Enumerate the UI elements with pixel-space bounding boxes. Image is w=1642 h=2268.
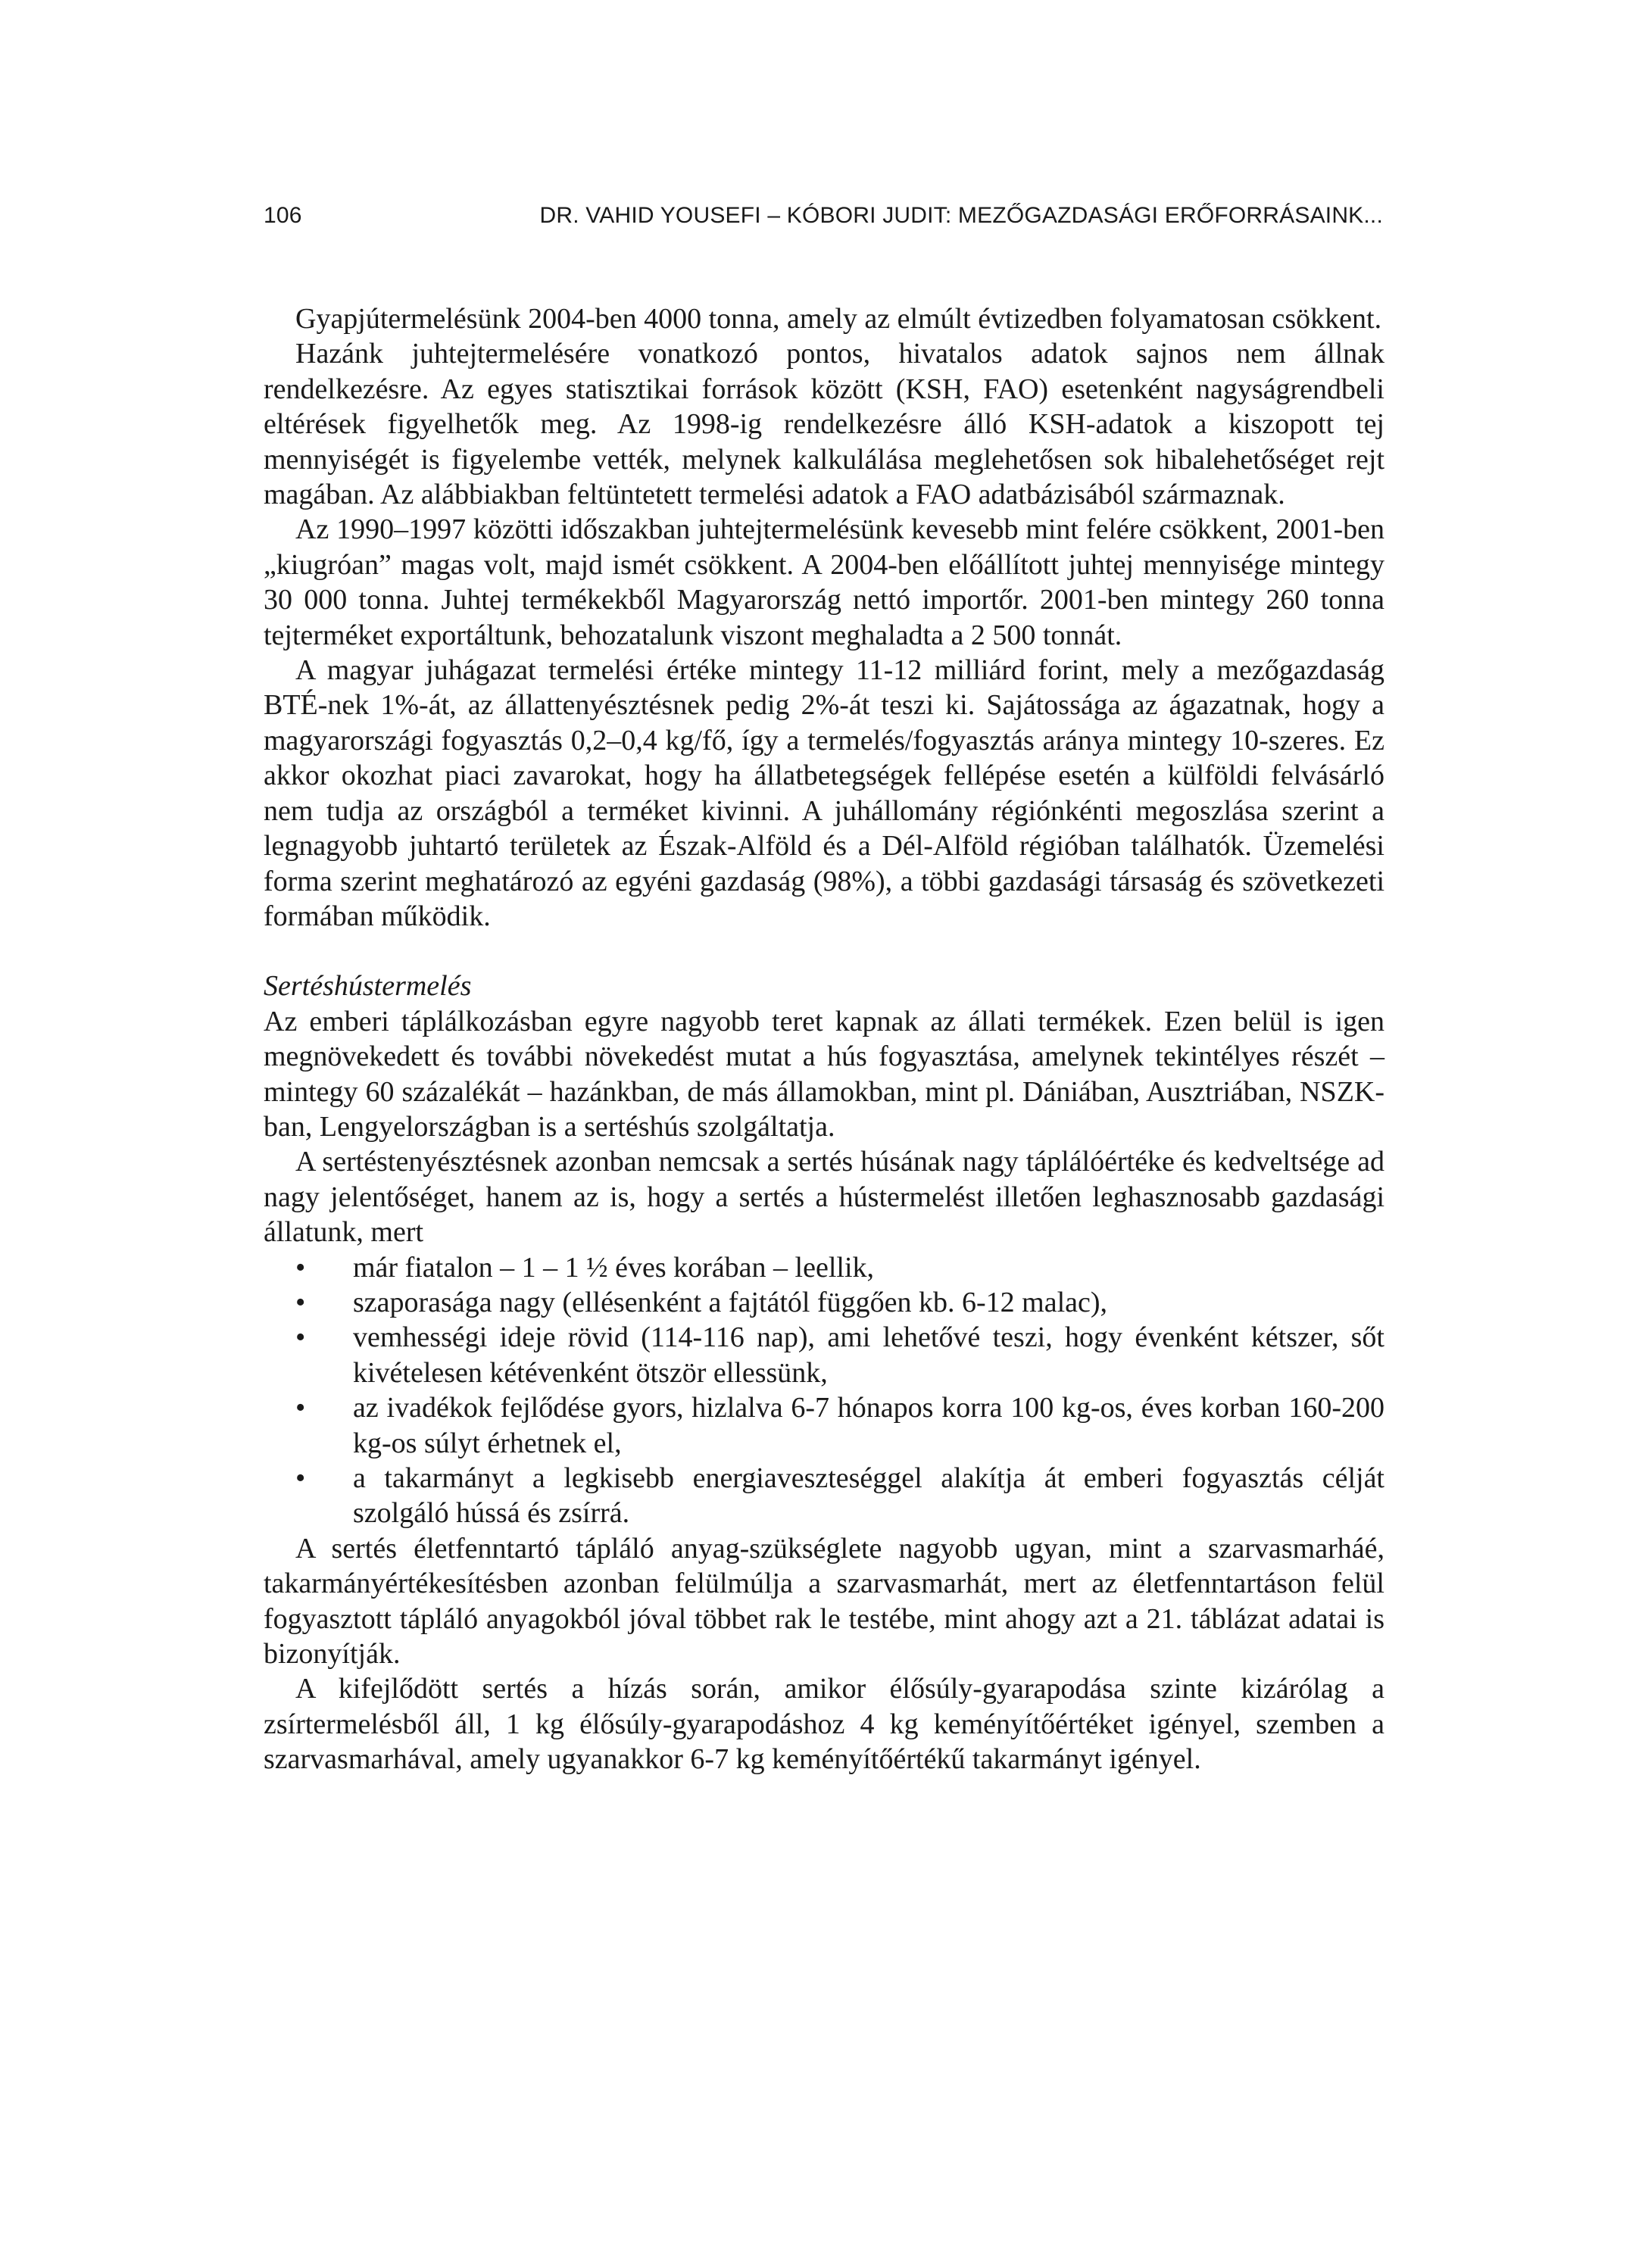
paragraph: Hazánk juhtejtermelésére vonatkozó pontos, hivatalos adatok sajnos nem állnak rendelkezésre. Az egyes statisztikai források között (KSH, FAO) esetenként nagyságrendbeli eltérések figyelhetők meg. Az 1998-ig rendelkezésre álló KSH-adatok a kiszopott tej mennyiségét is figyelembe vették, melynek kalkulálása meglehetősen sok hibalehetőséget rejt magában. Az alábbiakban feltüntetett termelési adatok a FAO adatbázisából származnak.: [264, 338, 1384, 511]
list-item: [264, 1390, 1384, 1461]
bullet-icon: •: [295, 1462, 306, 1494]
bullet-icon: •: [295, 1321, 306, 1354]
paragraph: A magyar juhágazat termelési értéke mintegy 11-12 milliárd forint, mely a mezőgazdaság BTÉ-nek 1%-át, az állattenyésztésnek pedig 2%-át teszi ki. Sajátossága az ágazatnak, hogy a magyarországi fogyasztás 0,2–0,4 kg/fő, így a termelés/fogyasztás aránya mintegy 10-szeres. Ez akkor okozhat piaci zavarokat, hogy ha állatbetegségek fellépése esetén a külföldi felvásárló nem tudja az országból a terméket kivinni. A juhállomány régiónkénti megoszlása szerint a legnagyobb juhtartó területek az Észak-Alföld és a Dél-Alföld régióban találhatók. Üzemelési forma szerint meghatározó az egyéni gazdaság (98%), a többi gazdasági társaság és szövetkezeti formában működik.: [264, 654, 1384, 932]
bullet-icon: •: [295, 1251, 306, 1284]
list-item: [264, 1320, 1384, 1390]
list-item: [264, 1285, 1384, 1320]
bullet-list: [264, 1250, 1384, 1531]
paragraph: A sertéstenyésztésnek azonban nemcsak a sertés húsának nagy táplálóértéke és kedveltsége ad nagy jelentőséget, hanem az is, hogy a sertés a hústermelést illetően leghasznosabb gazdasági állatunk, mert: [264, 1146, 1384, 1249]
list-item: [264, 1461, 1384, 1531]
page-number: 106: [264, 203, 302, 228]
list-item-text: a takarmányt a legkisebb energiaveszteséggel alakítja át emberi fogyasztás célját szolgáló hússá és zsírrá.: [353, 1462, 1384, 1530]
list-item-text: az ivadékok fejlődése gyors, hizlalva 6-7 hónapos korra 100 kg-os, éves korban 160-200 kg-os súlyt érhetnek el,: [353, 1392, 1384, 1459]
paragraph: Az 1990–1997 közötti időszakban juhtejtermelésünk kevesebb mint felére csökkent, 2001-ben „kiugróan” magas volt, majd ismét csökkent. A 2004-ben előállított juhtej mennyisége mintegy 30 000 tonna. Juhtej termékekből Magyarország nettó importőr. 2001-ben mintegy 260 tonna tejterméket exportáltunk, behozatalunk viszont meghaladta a 2 500 tonnát.: [264, 513, 1384, 651]
paragraph: Gyapjútermelésünk 2004-ben 4000 tonna, amely az elmúlt évtizedben folyamatosan csökkent.: [295, 303, 1382, 335]
main-text: [264, 301, 1384, 1777]
list-item-text: szaporasága nagy (ellésenként a fajtától függően kb. 6-12 malac),: [353, 1286, 1108, 1318]
bullet-icon: •: [295, 1286, 306, 1318]
page-header: [264, 203, 1383, 239]
paragraph: A kifejlődött sertés a hízás során, amikor élősúly-gyarapodása szinte kizárólag a zsírtermelésből áll, 1 kg élősúly-gyarapodáshoz 4 kg keményítőértéket igényel, szemben a szarvasmarhával, amely ugyanakkor 6-7 kg keményítőértékű takarmányt igényel.: [264, 1673, 1384, 1776]
section-heading: Sertéshústermelés: [264, 970, 472, 1003]
running-head: DR. VAHID YOUSEFI – KÓBORI JUDIT: MEZŐGAZDASÁGI ERŐFORRÁSAINK...: [539, 203, 1383, 228]
list-item-text: vemhességi ideje rövid (114-116 nap), ami lehetővé teszi, hogy évenként kétszer, sőt kivételesen kétévenként ötször ellessünk,: [353, 1321, 1384, 1389]
bullet-icon: •: [295, 1392, 306, 1424]
paragraph: A sertés életfenntartó tápláló anyag-szükséglete nagyobb ugyan, mint a szarvasmarháé, takarmányértékesítésben azonban felülmúlja a szarvasmarhát, mert az életfenntartáson felül fogyasztott tápláló anyagokból jóval többet rak le testébe, mint ahogy azt a 21. táblázat adatai is bizonyítják.: [264, 1532, 1384, 1671]
paragraph: Az emberi táplálkozásban egyre nagyobb teret kapnak az állati termékek. Ezen belül is igen megnövekedett és további növekedést mutat a hús fogyasztása, amelynek tekintélyes részét – mintegy 60 százalékát – hazánkban, de más államokban, mint pl. Dániában, Ausztriában, NSZK-ban, Lengyelországban is a sertéshús szolgáltatja.: [264, 1005, 1384, 1143]
list-item-text: már fiatalon – 1 – 1 ½ éves korában – leellik,: [353, 1251, 875, 1284]
list-item: [264, 1250, 1384, 1285]
